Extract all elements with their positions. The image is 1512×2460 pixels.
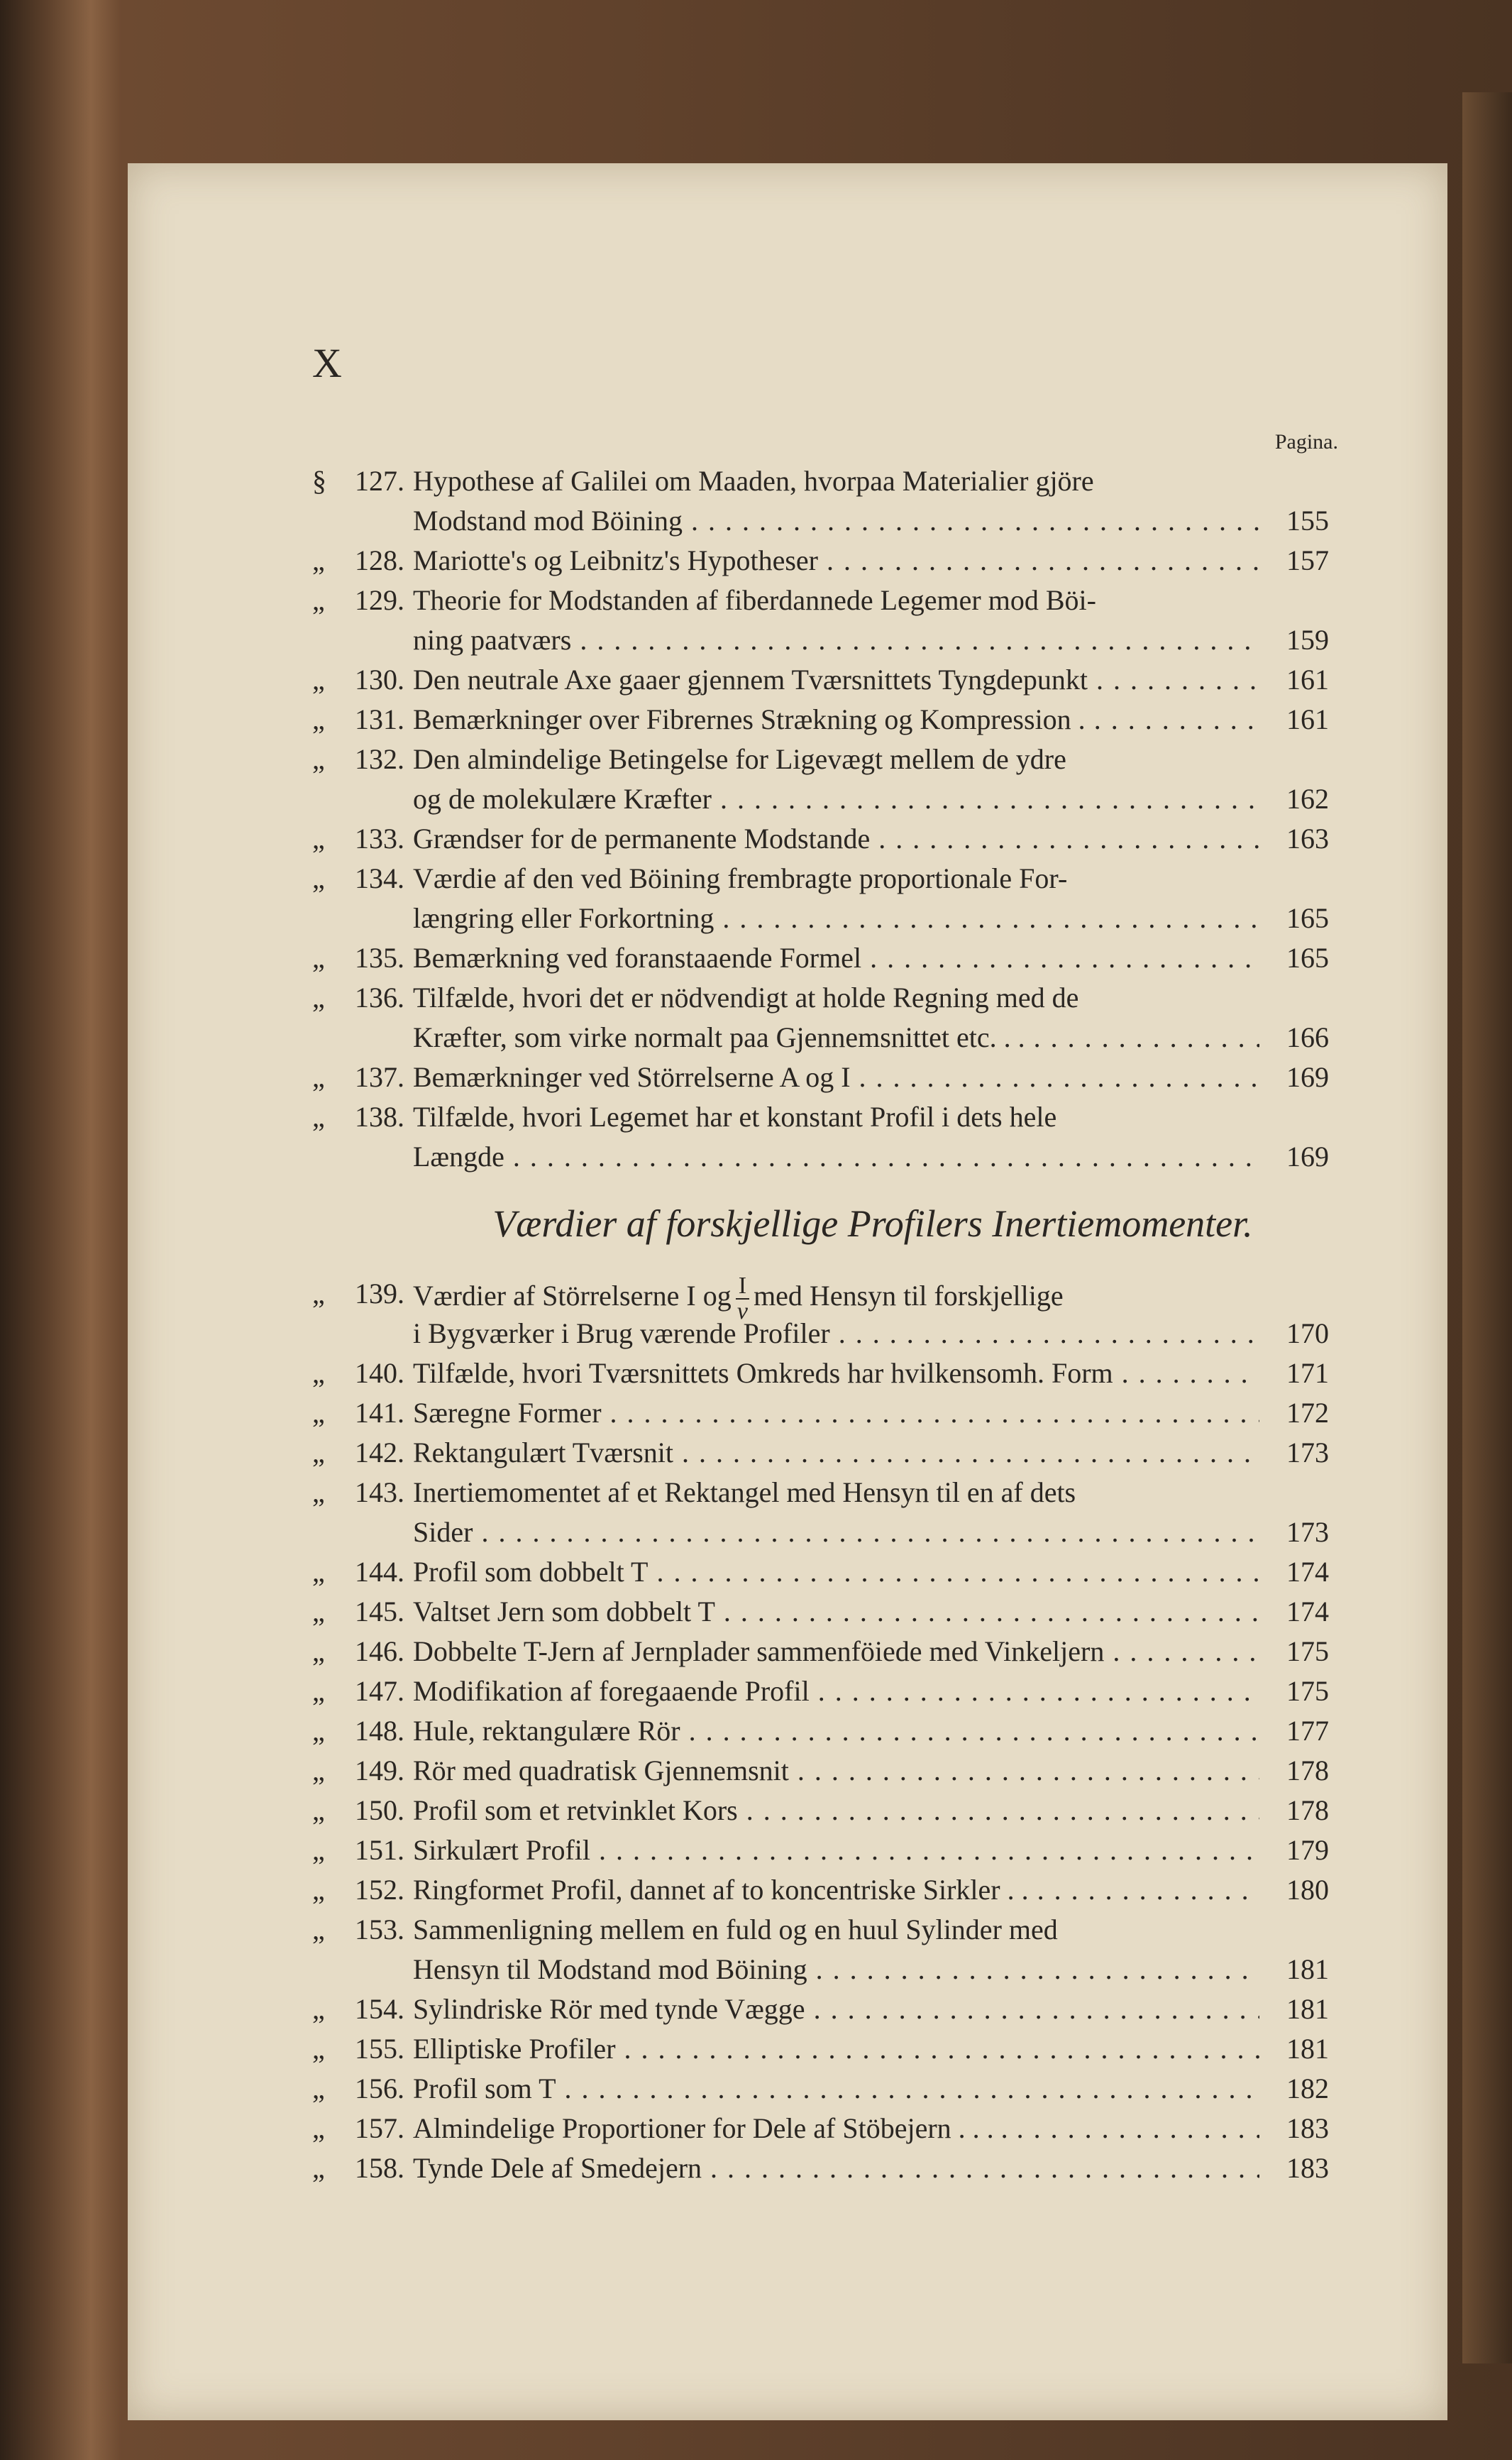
toc-entry-number: 128. [355,544,404,576]
toc-entry-title-part: med Hensyn til forskjellige [754,1280,1064,1312]
toc-entry-title: Sirkulært Profil . . . [413,1830,1329,1870]
toc-entry-mark: „ [312,1913,325,1945]
section-heading: Værdier af forskjellige Profilers Inertiemomenter. [492,1202,1253,1245]
toc-entry-page: 163 [1259,819,1329,859]
toc-row [0,779,1512,819]
toc-entry-mark: „ [312,1635,325,1667]
toc-entry-page: 181 [1259,1950,1329,1989]
toc-entry-number: 130. [355,664,404,696]
toc-row [0,1137,1512,1177]
toc-entry-number: 144. [355,1556,404,1588]
toc-entry-number: 153. [355,1913,404,1945]
toc-entry-mark: „ [312,862,325,894]
toc-row [0,1018,1512,1058]
toc-row [0,1512,1512,1552]
toc-entry-title: ning paatværs . . . [413,620,1329,660]
toc-entry-title: Elliptiske Profiler . . . [413,2029,1329,2069]
toc-row [0,1989,1512,2029]
toc-entry-number: 157. [355,2112,404,2144]
toc-row [0,1711,1512,1751]
toc-row [0,1097,1512,1137]
toc-entry-number: 145. [355,1596,404,1627]
toc-entry-mark: „ [312,1874,325,1906]
toc-entry-page: 181 [1259,2029,1329,2069]
toc-entry-mark: „ [312,1794,325,1826]
toc-entry-page: 162 [1259,779,1329,819]
toc-entry-number: 147. [355,1675,404,1707]
toc-entry-mark: „ [312,2112,325,2144]
toc-entry-mark: „ [312,1675,325,1707]
toc-entry-mark: „ [312,544,325,576]
toc-entry-page: 159 [1259,620,1329,660]
toc-entry-number: 148. [355,1715,404,1747]
toc-row [0,740,1512,779]
toc-entry-mark: „ [312,1061,325,1093]
toc-row [0,1552,1512,1592]
toc-entry-number: 135. [355,942,404,974]
toc-entry-page: 173 [1259,1512,1329,1552]
toc-entry-title: Sylindriske Rör med tynde Vægge . . . [413,1989,1329,2029]
toc-row [0,2029,1512,2069]
toc-entry-title: Sider . . . [413,1512,1329,1552]
toc-entry-page: 178 [1259,1791,1329,1830]
toc-entry-page: 172 [1259,1393,1329,1433]
toc-entry-number: 151. [355,1834,404,1866]
toc-entry-title: Tilfælde, hvori Legemet har et konstant Profil i dets hele [413,1101,1057,1133]
toc-entry-number: 138. [355,1101,404,1133]
toc-entry-mark: „ [312,942,325,974]
toc-entry-page: 180 [1259,1870,1329,1910]
toc-entry-title: Profil som T . . . [413,2069,1329,2109]
toc-entry-number: 134. [355,862,404,894]
toc-entry-page: 170 [1259,1314,1329,1353]
toc-row [0,1830,1512,1870]
toc-entry-mark: „ [312,584,325,616]
toc-entry-number: 146. [355,1635,404,1667]
toc-entry-number: 152. [355,1874,404,1906]
toc-entry-title: Hensyn til Modstand mod Böining . . . [413,1950,1329,1989]
toc-entry-page: 165 [1259,899,1329,938]
toc-row [0,2069,1512,2109]
toc-entry-mark: „ [312,2072,325,2104]
toc-entry-page: 177 [1259,1711,1329,1751]
toc-entry-title: Profil som et retvinklet Kors . . . [413,1791,1329,1830]
toc-entry-mark: „ [312,1755,325,1786]
toc-entry-mark: „ [312,2033,325,2065]
toc-entry-mark: „ [312,1397,325,1429]
toc-entry-title: Grændser for de permanente Modstande . . . [413,819,1329,859]
toc-entry-title: længring eller Forkortning . . . [413,899,1329,938]
fraction-numerator: I [736,1274,749,1300]
toc-entry-title: Almindelige Proportioner for Dele af Stöbejern . . . . . . . [413,2109,1329,2148]
toc-row [0,1751,1512,1791]
toc-entry-title: Dobbelte T-Jern af Jernplader sammenföiede med Vinkeljern . . . [413,1632,1329,1671]
toc-entry-number: 129. [355,584,404,616]
toc-entry-number: 137. [355,1061,404,1093]
toc-entry-title: Længde . . . [413,1137,1329,1177]
toc-entry-mark: „ [312,1834,325,1866]
toc-entry-page: 157 [1259,541,1329,581]
toc-row [0,1473,1512,1512]
page-number: X [312,340,343,386]
toc-row [0,1393,1512,1433]
toc-entry-title: Theorie for Modstanden af fiberdannede Legemer mod Böi- [413,584,1096,616]
toc-entry-mark: „ [312,1101,325,1133]
toc-entry-page: 175 [1259,1671,1329,1711]
toc-row [0,700,1512,740]
toc-row [0,899,1512,938]
toc-entry-page: 169 [1259,1137,1329,1177]
toc-entry-title: Bemærkning ved foranstaaende Formel . . . [413,938,1329,978]
toc-entry-title: Tilfælde, hvori Tværsnittets Omkreds har hvilkensomh. Form . . . [413,1353,1329,1393]
toc-entry-title: Tynde Dele af Smedejern . . . [413,2148,1329,2188]
toc-entry-page: 174 [1259,1592,1329,1632]
toc-entry-title: Særegne Former . . . [413,1393,1329,1433]
toc-entry-title: Ringformet Profil, dannet af to koncentriske Sirkler . . . . . [413,1870,1329,1910]
toc-entry-page: 175 [1259,1632,1329,1671]
toc-entry-number: 141. [355,1397,404,1429]
toc-row [0,938,1512,978]
toc-entry-title: i Bygværker i Brug værende Profiler . . . [413,1314,1329,1353]
toc-entry-title: Inertiemomentet af et Rektangel med Hensyn til en af dets [413,1476,1076,1508]
toc-entry-page: 161 [1259,660,1329,700]
pagina-column-label: Pagina. [1274,430,1338,454]
toc-entry-title: Værdie af den ved Böining frembragte proportionale For- [413,862,1068,894]
toc-entry-number: 136. [355,982,404,1014]
toc-entry-number: 127. [355,465,404,497]
toc-row [0,1870,1512,1910]
toc-entry-page: 166 [1259,1018,1329,1058]
toc-entry-number: 156. [355,2072,404,2104]
toc-entry-page: 178 [1259,1751,1329,1791]
toc-row [0,461,1512,501]
toc-entry-title: Sammenligning mellem en fuld og en huul Sylinder med [413,1913,1058,1945]
toc-row [0,1274,1512,1324]
toc-entry-mark: „ [312,1357,325,1389]
toc-row [0,1632,1512,1671]
toc-entry-title: Tilfælde, hvori det er nödvendigt at holde Regning med de [413,982,1079,1014]
toc-entry-page: 169 [1259,1058,1329,1097]
toc-entry-page: 171 [1259,1353,1329,1393]
toc-entry-title-part: Værdier af Störrelserne I og [413,1280,732,1312]
toc-entry-number: 149. [355,1755,404,1786]
toc-entry-title: Den neutrale Axe gaaer gjennem Tværsnittets Tyngdepunkt . . . [413,660,1329,700]
toc-row [0,501,1512,541]
toc-entry-mark: „ [312,823,325,855]
toc-entry-title: Rektangulært Tværsnit . . . [413,1433,1329,1473]
toc-entry-mark: „ [312,2152,325,2184]
toc-row [0,1592,1512,1632]
toc-entry-title: og de molekulære Kræfter . . . [413,779,1329,819]
toc-entry-number: 150. [355,1794,404,1826]
toc-entry-title: Kræfter, som virke normalt paa Gjennemsnittet etc. . . . . . [413,1018,1329,1058]
toc-entry-number: 143. [355,1476,404,1508]
toc-row [0,978,1512,1018]
toc-entry-page: 161 [1259,700,1329,740]
toc-row [0,1950,1512,1989]
toc-row [0,1314,1512,1353]
toc-entry-mark: „ [312,664,325,696]
toc-entry-mark: „ [312,743,325,775]
toc-entry-mark: „ [312,982,325,1014]
toc-entry-mark: „ [312,1437,325,1468]
toc-entry-title: Bemærkninger ved Störrelserne A og I . . . [413,1058,1329,1097]
toc-entry-number: 155. [355,2033,404,2065]
toc-row [0,1671,1512,1711]
toc-entry-mark: „ [312,1715,325,1747]
toc-entry-page: 174 [1259,1552,1329,1592]
toc-entry-number: 131. [355,703,404,735]
toc-entry-number: 158. [355,2152,404,2184]
toc-row [0,1910,1512,1950]
toc-row [0,1433,1512,1473]
toc-entry-number: 154. [355,1993,404,2025]
toc-row [0,1791,1512,1830]
toc-entry-mark: „ [312,703,325,735]
toc-entry-page: 173 [1259,1433,1329,1473]
toc-entry-title: Profil som dobbelt T . . . [413,1552,1329,1592]
toc-row [0,2109,1512,2148]
toc-row [0,1353,1512,1393]
toc-entry-number: 140. [355,1357,404,1389]
toc-entry-title: Hypothese af Galilei om Maaden, hvorpaa Materialier gjöre [413,465,1094,497]
toc-row [0,541,1512,581]
fraction-denominator: v [736,1298,748,1324]
toc-entry-page: 183 [1259,2109,1329,2148]
toc-entry-number: 132. [355,743,404,775]
toc-row [0,660,1512,700]
toc-entry-page: 155 [1259,501,1329,541]
toc-row [0,859,1512,899]
toc-entry-mark: „ [312,1476,325,1508]
toc-entry-mark: „ [312,1278,325,1309]
toc-entry-title: Hule, rektangulære Rör . . . [413,1711,1329,1751]
toc-entry-mark: § [312,465,326,497]
toc-row [0,581,1512,620]
toc-entry-title: Modifikation af foregaaende Profil . . . [413,1671,1329,1711]
toc-entry-page: 181 [1259,1989,1329,2029]
toc-entry-page: 182 [1259,2069,1329,2109]
toc-entry-number: 133. [355,823,404,855]
toc-entry-title: Rör med quadratisk Gjennemsnit . . . [413,1751,1329,1791]
toc-row [0,2148,1512,2188]
toc-entry-mark: „ [312,1993,325,2025]
toc-entry-title: Bemærkninger over Fibrernes Strækning og Kompression . . . . [413,700,1329,740]
toc-entry-title: Valtset Jern som dobbelt T . . . [413,1592,1329,1632]
toc-entry-title: Modstand mod Böining . . . [413,501,1329,541]
toc-entry-number: 142. [355,1437,404,1468]
toc-entry-number: 139. [355,1278,404,1309]
toc-row [0,1058,1512,1097]
toc-entry-page: 179 [1259,1830,1329,1870]
toc-entry-title: Mariotte's og Leibnitz's Hypotheser . . . [413,541,1329,581]
toc-entry-mark: „ [312,1596,325,1627]
toc-row [0,620,1512,660]
toc-row [0,819,1512,859]
toc-entry-mark: „ [312,1556,325,1588]
toc-entry-title: Den almindelige Betingelse for Ligevægt mellem de ydre [413,743,1066,775]
toc-entry-page: 183 [1259,2148,1329,2188]
toc-entry-page: 165 [1259,938,1329,978]
